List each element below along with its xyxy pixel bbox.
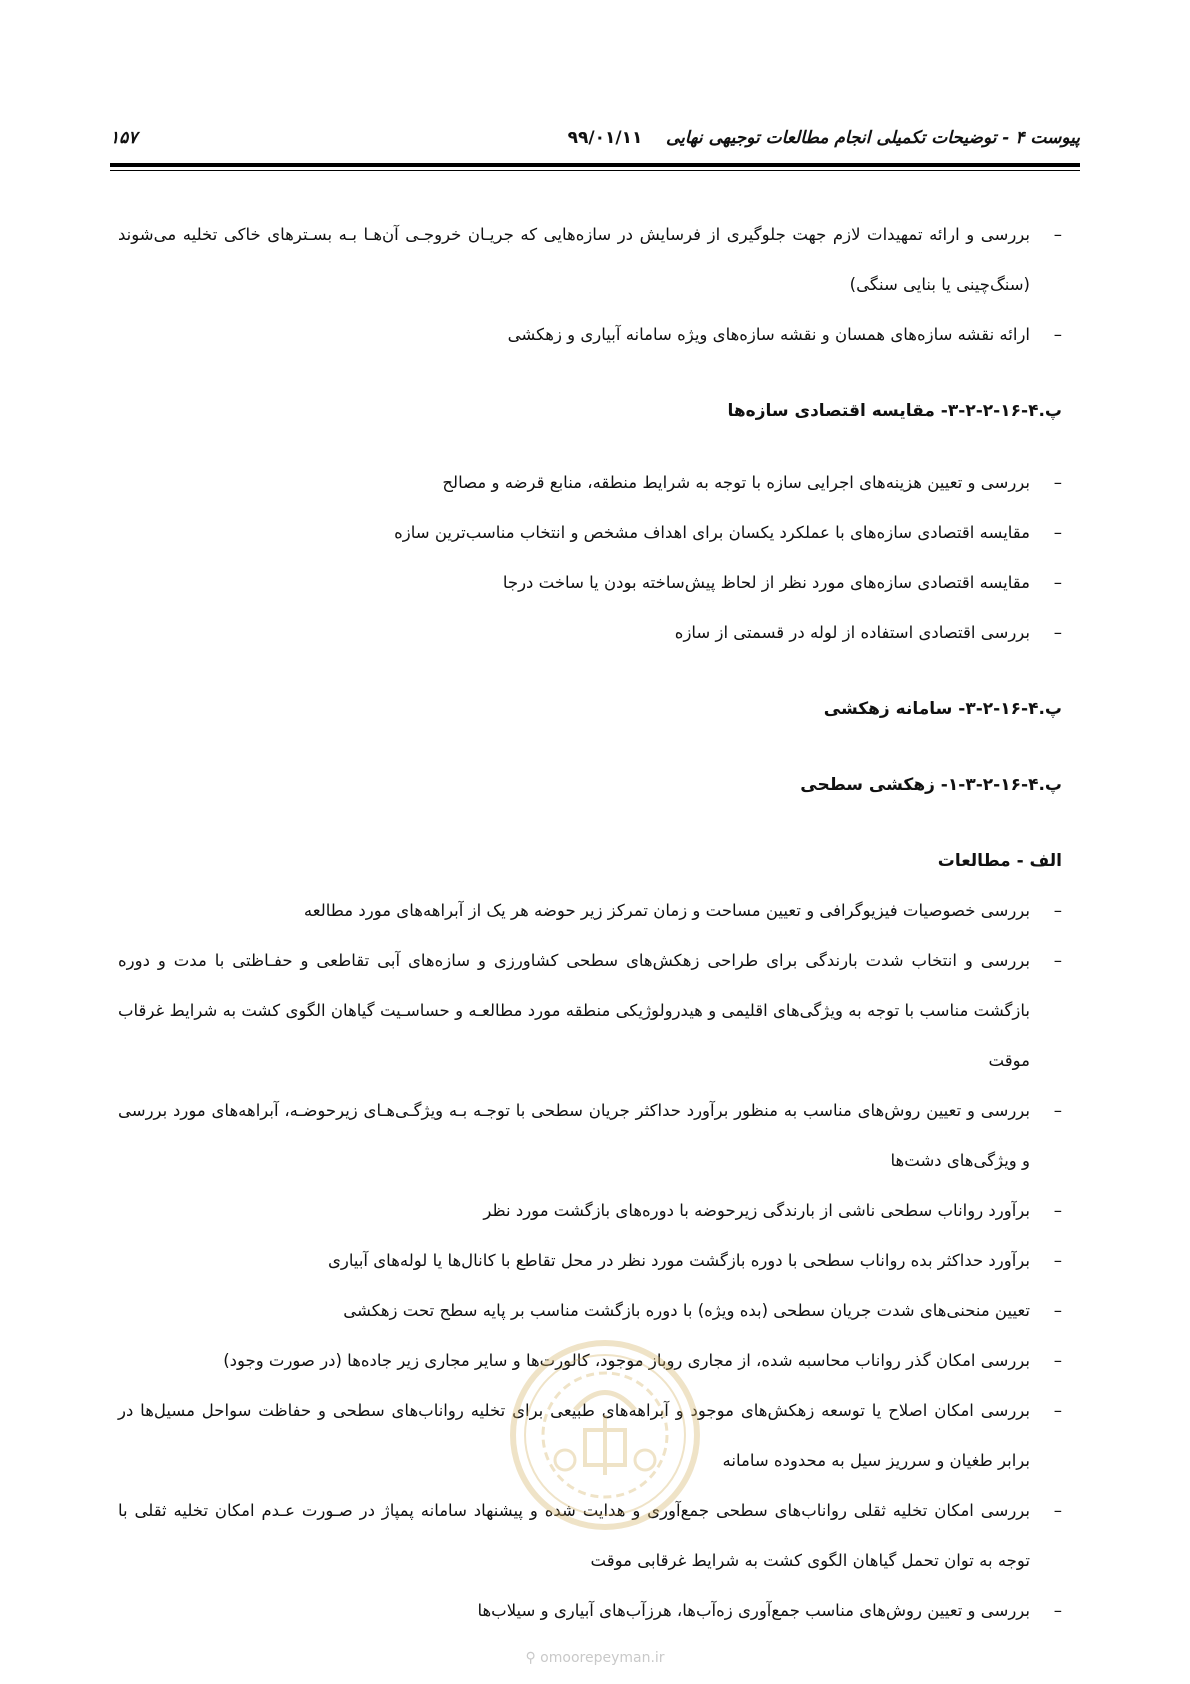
- list-item: – ارائه نقشه سازه‌های همسان و نقشه سازه‌های ویژه سامانه آبیاری و زهکشی: [118, 310, 1062, 360]
- header-rule-thin: [110, 170, 1080, 171]
- header-title: پیوست ۴ - توضیحات تکمیلی انجام مطالعات توجیهی نهایی ۹۹/۰۱/۱۱: [567, 128, 1080, 148]
- watermark-seal-icon: [505, 1335, 705, 1535]
- header-rule-thick: [110, 163, 1080, 167]
- list-item: – برآورد رواناب سطحی ناشی از بارندگی زیرحوضه با دوره‌های بازگشت مورد نظر: [118, 1186, 1062, 1236]
- list-item: – بررسی و تعیین روش‌های مناسب جمع‌آوری زه‌آب‌ها، هرزآب‌های آبیاری و سیلاب‌ها: [118, 1586, 1062, 1636]
- website-watermark: ⚲ omoorepeyman.ir: [525, 1650, 665, 1666]
- list-item: – بررسی امکان اصلاح یا توسعه زهکش‌های موجود و آبراهه‌های طبیعی برای تخلیه رواناب‌های سطحی و حفاظت سواحل مسیل‌ها در برابر طغیان و سرریز سیل به محدوده سامانه: [118, 1386, 1062, 1486]
- list-item: – بررسی و انتخاب شدت بارندگی برای طراحی زهکش‌های سطحی کشاورزی و سازه‌های آبی تقاطعی و حفـاظتی با مدت و دوره بازگشت مناسب با توجه به ویژگی‌های اقلیمی و هیدرولوژیکی منطقه مورد مطالعـه و حساسـیت گیاهان الگوی کشت به شرایط غرقاب موقت: [118, 936, 1062, 1086]
- list-item: – بررسی خصوصیات فیزیوگرافی و تعیین مساحت و زمان تمرکز زیر حوضه هر یک از آبراهه‌های مورد مطالعه: [118, 886, 1062, 936]
- list-item: – بررسی و تعیین روش‌های مناسب به منظور برآورد حداکثر جریان سطحی با توجـه بـه ویژگـی‌هـای زیرحوضـه، آبراهه‌های مورد بررسی و ویژگی‌های دشت‌ها: [118, 1086, 1062, 1186]
- list-item: – بررسی و ارائه تمهیدات لازم جهت جلوگیری از فرسایش در سازه‌هایی که جریـان خروجـی آن‌هـا بـه بسـترهای خاکی تخلیه می‌شوند (سنگ‌چینی یا بنایی سنگی): [118, 210, 1062, 310]
- list-item: – برآورد حداکثر بده رواناب سطحی با دوره بازگشت مورد نظر در محل تقاطع با کانال‌ها یا لوله‌های آبیاری: [118, 1236, 1062, 1286]
- section-heading: پ.۴-۱۶-۲-۳-۱- زهکشی سطحی: [800, 775, 1062, 795]
- list-item: – تعیین منحنی‌های شدت جریان سطحی (بده ویژه) با دوره بازگشت مناسب بر پایه سطح تحت زهکشی: [118, 1286, 1062, 1336]
- list-item: – مقایسه اقتصادی سازه‌های مورد نظر از لحاظ پیش‌ساخته بودن یا ساخت درجا: [118, 558, 1062, 608]
- page-number: ۱۵۷: [110, 128, 138, 148]
- page-header: [110, 128, 1080, 156]
- section-heading: پ.۴-۱۶-۲-۳- سامانه زهکشی: [823, 699, 1062, 719]
- section-heading: پ.۴-۱۶-۲-۲-۳- مقایسه اقتصادی سازه‌ها: [727, 401, 1062, 421]
- list-item: – بررسی امکان تخلیه ثقلی رواناب‌های سطحی جمع‌آوری و هدایت شده و پیشنهاد سامانه پمپاژ در صـورت عـدم امکان تخلیه ثقلی با توجه به توان تحمل گیاهان الگوی کشت به شرایط غرقابی موقت: [118, 1486, 1062, 1586]
- list-item: – مقایسه اقتصادی سازه‌های با عملکرد یکسان برای اهداف مشخص و انتخاب مناسب‌ترین سازه: [118, 508, 1062, 558]
- header-date: ۹۹/۰۱/۱۱: [567, 128, 643, 148]
- list-item: – بررسی و تعیین هزینه‌های اجرایی سازه با توجه به شرایط منطقه، منابع قرضه و مصالح: [118, 458, 1062, 508]
- subsection-heading: الف - مطالعات: [937, 851, 1062, 871]
- list-item: – بررسی اقتصادی استفاده از لوله در قسمتی از سازه: [118, 608, 1062, 658]
- list-item: – بررسی امکان گذر رواناب محاسبه شده، از مجاری روباز موجود، کالورت‌ها و سایر مجاری زیر جاده‌ها (در صورت وجود): [118, 1336, 1062, 1386]
